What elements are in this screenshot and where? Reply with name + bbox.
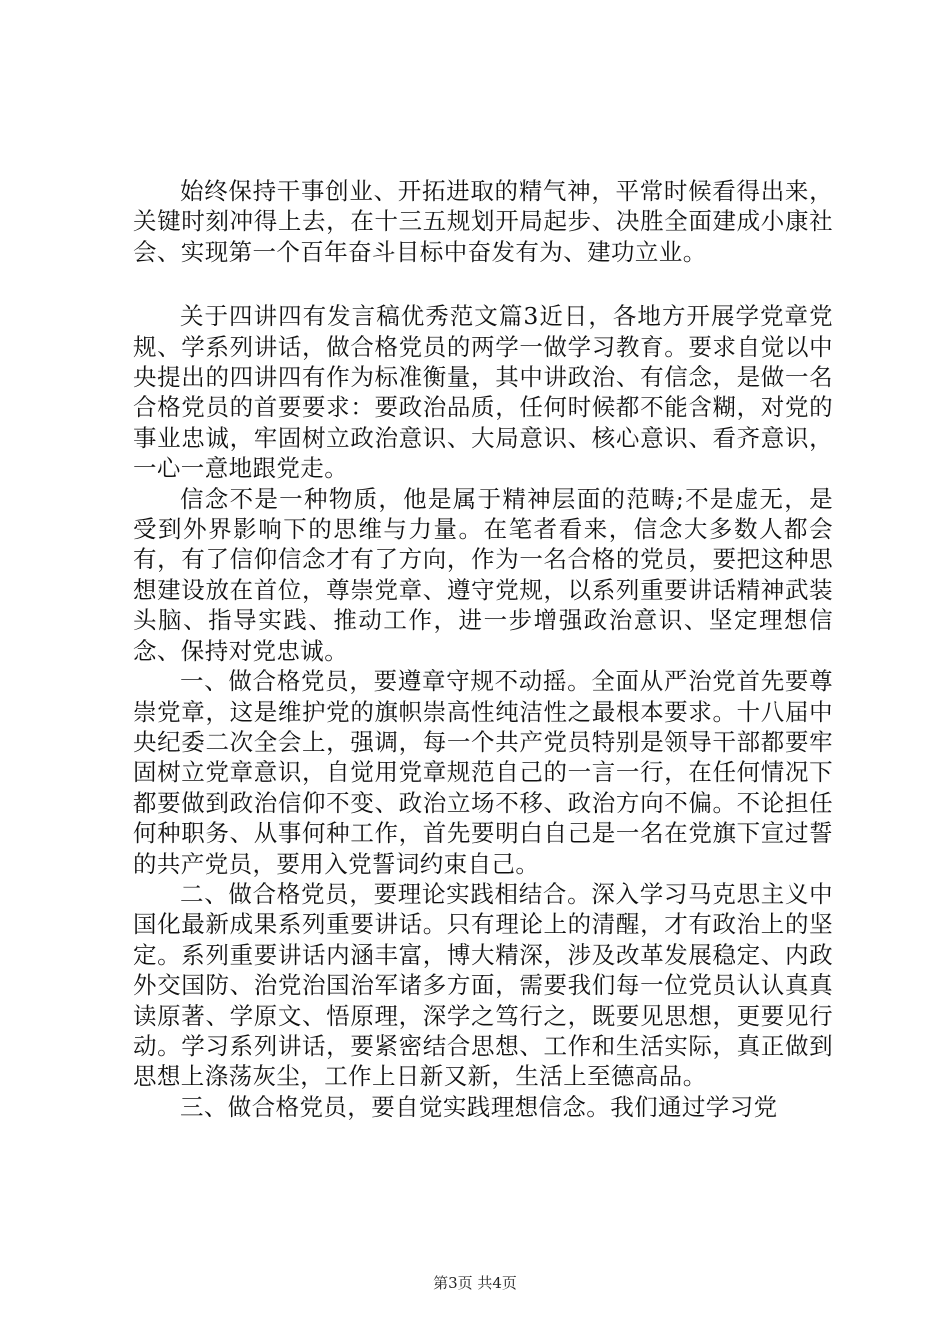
paragraph-3: 信念不是一种物质，他是属于精神层面的范畴;不是虚无，是受到外界影响下的思维与力量。在笔者看来，信念大多数人都会有，有了信仰信念才有了方向，作为一名合格的党员，要把这种思想建设放在首位，尊崇党章、遵守党规，以系列重要讲话精神武装头脑、指导实践、推动工作，进一步增强政治意识、坚定理想信念、保持对党忠诚。 xyxy=(133,484,833,665)
paragraph-6: 三、做合格党员，要自觉实践理想信念。我们通过学习党 xyxy=(180,1092,778,1121)
paragraph-2: 关于四讲四有发言稿优秀范文篇3近日，各地方开展学党章党规、学系列讲话，做合格党员的两学一做学习教育。要求自觉以中央提出的四讲四有作为标准衡量，其中讲政治、有信念，是做一名合格党员的首要要求：要政治品质，任何时候都不能含糊，对党的事业忠诚，牢固树立政治意识、大局意识、核心意识、看齐意识，一心一意地跟党走。 xyxy=(133,302,833,483)
page-footer: 第3页 共4页 xyxy=(433,1274,517,1292)
document-body xyxy=(133,176,833,1122)
paragraph-5: 二、做合格党员，要理论实践相结合。深入学习马克思主义中国化最新成果系列重要讲话。只有理论上的清醒，才有政治上的坚定。系列重要讲话内涵丰富，博大精深，涉及改革发展稳定、内政外交国防、治党治国治军诸多方面，需要我们每一位党员认认真真读原著、学原文、悟原理，深学之笃行之，既要见思想，更要见行动。学习系列讲话，要紧密结合思想、工作和生活实际，真正做到思想上涤荡灰尘，工作上日新又新，生活上至德高品。 xyxy=(133,879,833,1091)
paragraph-4: 一、做合格党员，要遵章守规不动摇。全面从严治党首先要尊崇党章，这是维护党的旗帜崇高性纯洁性之最根本要求。十八届中央纪委二次全会上，强调，每一个共产党员特别是领导干部都要牢固树立党章意识，自觉用党章规范自己的一言一行，在任何情况下都要做到政治信仰不变、政治立场不移、政治方向不偏。不论担任何种职务、从事何种工作，首先要明白自己是一名在党旗下宣过誓的共产党员，要用入党誓词约束自己。 xyxy=(133,667,833,878)
paragraph-1: 始终保持干事创业、开拓进取的精气神，平常时候看得出来，关键时刻冲得上去，在十三五规划开局起步、决胜全面建成小康社会、实现第一个百年奋斗目标中奋发有为、建功立业。 xyxy=(133,177,833,266)
